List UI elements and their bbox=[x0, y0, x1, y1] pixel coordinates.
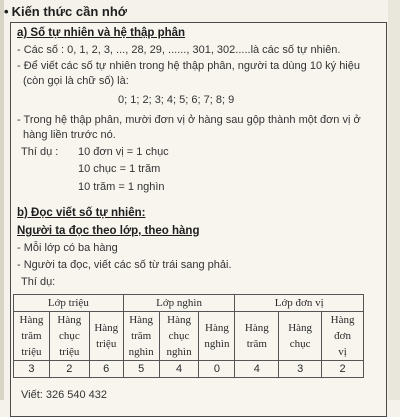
column-header: Hàng triệu bbox=[89, 312, 123, 361]
table-cell: 3 bbox=[14, 361, 50, 378]
column-header: Hàng trăm nghìn bbox=[123, 312, 159, 361]
column-header: Hàng chục triệu bbox=[49, 312, 89, 361]
table-header-row bbox=[14, 312, 364, 361]
table-cell: 2 bbox=[49, 361, 89, 378]
write-line: Viết: 326 540 432 bbox=[21, 389, 108, 401]
right-margin bbox=[388, 0, 400, 400]
example-label: Thí dụ : bbox=[21, 146, 59, 158]
table-cell: 6 bbox=[89, 361, 123, 378]
table-cell: 2 bbox=[322, 361, 364, 378]
example-line: 10 đơn vị = 1 chục bbox=[78, 146, 169, 158]
bullet-icon: • bbox=[4, 4, 9, 19]
text-line: - Mỗi lớp có ba hàng bbox=[17, 242, 118, 254]
column-header: Hàng chục nghìn bbox=[159, 312, 199, 361]
text-line: - Các số : 0, 1, 2, 3, ..., 28, 29, ......, 301, 302.....là các số tự nhiên. bbox=[17, 44, 341, 56]
group-header: Lớp nghìn bbox=[123, 295, 235, 312]
table-cell: 0 bbox=[199, 361, 235, 378]
header-title: Kiến thức cần nhớ bbox=[11, 4, 128, 19]
column-header: Hàng trăm bbox=[235, 312, 279, 361]
example-line: 10 trăm = 1 nghìn bbox=[78, 181, 165, 193]
text-line: - Trong hệ thập phân, mười đơn vị ở hàng sau gộp thành một đơn vị ở bbox=[17, 114, 361, 126]
place-value-table bbox=[13, 294, 364, 378]
section-header bbox=[4, 4, 127, 19]
digits-line: 0; 1; 2; 3; 4; 5; 6; 7; 8; 9 bbox=[118, 94, 235, 106]
table-group-row bbox=[14, 295, 364, 312]
section-b-title: b) Đọc viết số tự nhiên: bbox=[17, 207, 146, 219]
text-line: (còn gọi là chữ số) là: bbox=[23, 75, 129, 87]
group-header: Lớp đơn vị bbox=[235, 295, 364, 312]
column-header: Hàng nghìn bbox=[199, 312, 235, 361]
group-header: Lớp triệu bbox=[14, 295, 124, 312]
text-line: hàng liền trước nó. bbox=[23, 129, 116, 141]
text-line: - Để viết các số tự nhiên trong hệ thập phân, người ta dùng 10 ký hiệu bbox=[17, 60, 360, 72]
table-value-row bbox=[14, 361, 364, 378]
table-cell: 4 bbox=[159, 361, 199, 378]
content-box bbox=[10, 22, 387, 417]
table-cell: 3 bbox=[279, 361, 322, 378]
table-cell: 4 bbox=[235, 361, 279, 378]
column-header: Hàng chục bbox=[279, 312, 322, 361]
column-header: Hàng trăm triệu bbox=[14, 312, 50, 361]
column-header: Hàng đơn vị bbox=[322, 312, 364, 361]
page-edge bbox=[0, 0, 4, 400]
table-cell: 5 bbox=[123, 361, 159, 378]
section-b-subtitle: Người ta đọc theo lớp, theo hàng bbox=[17, 225, 200, 237]
text-line: - Người ta đọc, viết các số từ trái sang phải. bbox=[17, 259, 232, 271]
example-label: Thí dụ: bbox=[21, 276, 56, 288]
example-line: 10 chục = 1 trăm bbox=[78, 163, 161, 175]
section-a-title: a) Số tự nhiên và hệ thập phân bbox=[17, 27, 186, 39]
